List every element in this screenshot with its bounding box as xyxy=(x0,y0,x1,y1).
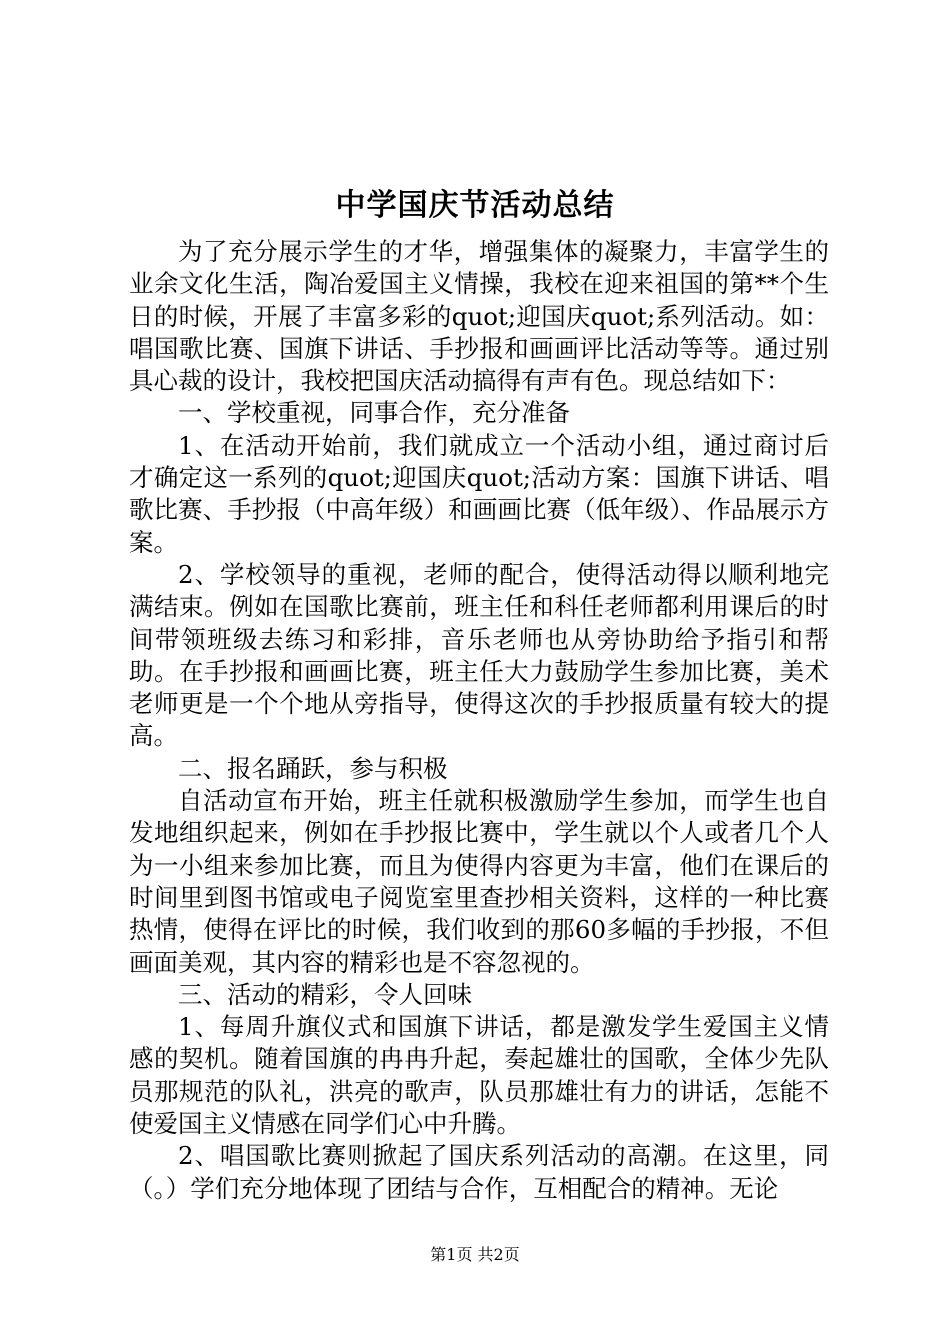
paragraph-1-1: 1、在活动开始前，我们就成立一个活动小组，通过商讨后才确定这一系列的quot;迎国庆quot;活动方案：国旗下讲话、唱歌比赛、手抄报（中高年级）和画画比赛（低年级）、作品展示方案。 xyxy=(129,430,829,557)
paragraph-1-2: 2、学校领导的重视，老师的配合，使得活动得以顺利地完满结束。例如在国歌比赛前，班主任和科任老师都利用课后的时间带领班级去练习和彩排，音乐老师也从旁协助给予指引和帮助。在手抄报和画画比赛，班主任大力鼓励学生参加比赛，美术老师更是一个个地从旁指导，使得这次的手抄报质量有较大的提高。 xyxy=(129,559,829,751)
section-heading-3: 三、活动的精彩，令人回味 xyxy=(178,979,472,1009)
paragraph-2: 自活动宣布开始，班主任就积极激励学生参加，而学生也自发地组织起来，例如在手抄报比赛中，学生就以个人或者几个人为一小组来参加比赛，而且为使得内容更为丰富，他们在课后的时间里到图书馆或电子阅览室里查抄相关资料，这样的一种比赛热情，使得在评比的时候，我们收到的那60多幅的手抄报，不但画面美观，其内容的精彩也是不容忽视的。 xyxy=(129,786,829,977)
paragraph-intro: 为了充分展示学生的才华，增强集体的凝聚力，丰富学生的业余文化生活，陶冶爱国主义情操，我校在迎来祖国的第**个生日的时候，开展了丰富多彩的quot;迎国庆quot;系列活动。如：唱国歌比赛、国旗下讲话、手抄报和画画评比活动等等。通过别具心裁的设计，我校把国庆活动搞得有声有色。现总结如下： xyxy=(129,237,829,396)
paragraph-3-1: 1、每周升旗仪式和国旗下讲话，都是激发学生爱国主义情感的契机。随着国旗的冉冉升起，奏起雄壮的国歌，全体少先队员那规范的队礼，洪亮的歌声，队员那雄壮有力的讲话，怎能不使爱国主义情感在同学们心中升腾。 xyxy=(129,1012,829,1139)
document-body xyxy=(129,236,829,1205)
document-title: 中学国庆节活动总结 xyxy=(335,188,615,223)
section-heading-1: 一、学校重视，同事合作，充分准备 xyxy=(178,398,570,428)
page-footer: 第1页 共2页 xyxy=(430,1245,520,1264)
section-heading-2: 二、报名踊跃，参与积极 xyxy=(178,753,448,783)
paragraph-3-2: 2、唱国歌比赛则掀起了国庆系列活动的高潮。在这里，同（。）学们充分地体现了团结与合作，互相配合的精神。无论 xyxy=(129,1141,829,1203)
